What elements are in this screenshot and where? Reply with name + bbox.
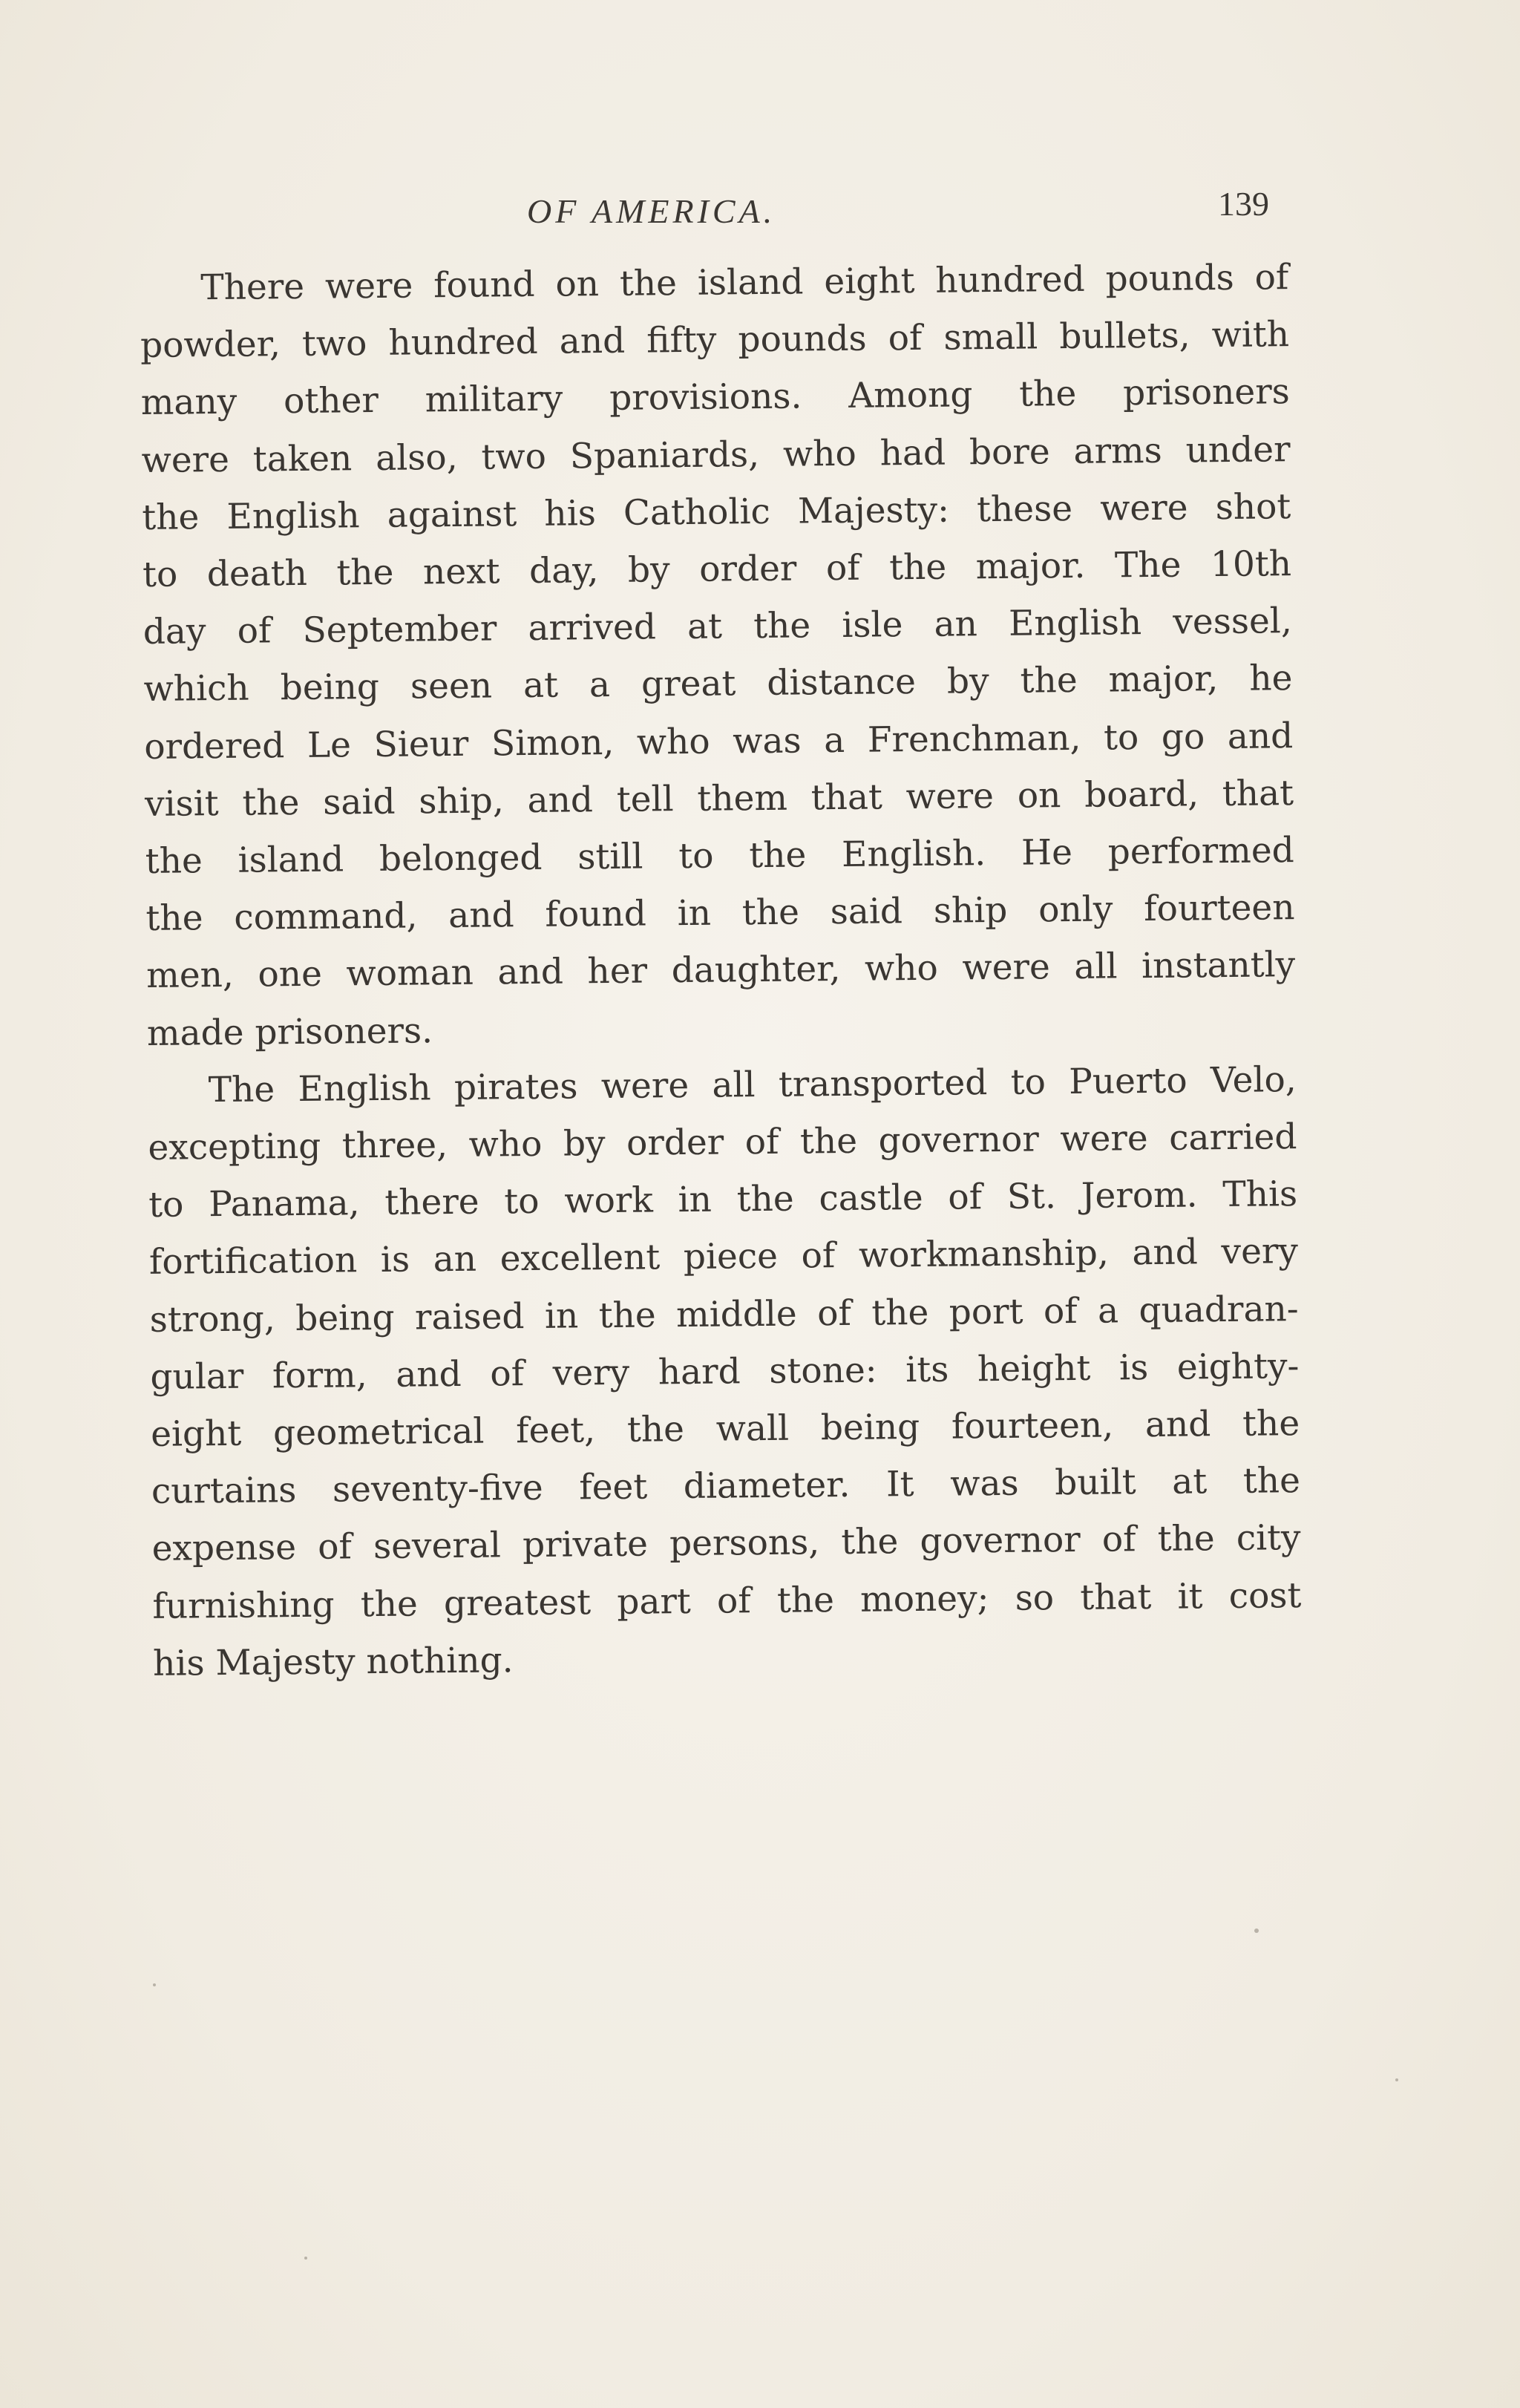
text-line: to Panama, there to work in the castle of St. Jerom. This [148,1174,1298,1226]
body-text [140,249,1302,1692]
text-line: men, one woman and her daughter, who were all instantly [145,944,1296,997]
paragraph-2 [147,1051,1302,1692]
text-line: fortification is an excellent piece of workmanship, and very [148,1231,1299,1283]
text-line: to death the next day, by order of the major. The 10th [142,543,1292,595]
text-line: curtains seventy-five feet diameter. It was built at the [151,1460,1301,1513]
paper-speck [304,2257,307,2260]
text-line: were taken also, two Spaniards, who had bore arms under [141,428,1291,481]
running-head [141,178,1269,238]
text-line: the command, and found in the said ship only fourteen [145,887,1295,940]
paper-speck [153,1983,156,1986]
text-line: There were found on the island eight hundred pounds of [200,257,1289,309]
text-line: eight geometrical feet, the wall being fourteen, and the [150,1403,1300,1455]
paragraph-1 [140,249,1296,1062]
paper-speck [1254,1928,1259,1933]
text-line: strong, being raised in the middle of the port of a quadran- [149,1288,1299,1341]
text-line: the island belonged still to the English. He performed [145,830,1294,882]
text-line: excepting three, who by order of the governor were carried [148,1116,1297,1168]
text-line: gular form, and of very hard stone: its height is eighty- [150,1345,1300,1398]
text-line: powder, two hundred and fifty pounds of small bullets, with [140,314,1290,367]
paper-speck [1395,2078,1398,2081]
text-line: made prisoners. [146,1010,433,1054]
text-line: expense of several private persons, the governor of the city [151,1517,1301,1570]
page-number: 139 [1218,185,1269,223]
text-line: his Majesty nothing. [152,1640,514,1684]
running-title: OF AMERICA. [527,192,776,230]
text-line: The English pirates were all transported to Puerto Velo, [208,1059,1297,1111]
text-line: the English against his Catholic Majesty: these were shot [142,485,1291,538]
text-line: day of September arrived at the isle an English vessel, [142,601,1293,653]
text-line: visit the said ship, and tell them that were on board, that [144,772,1294,825]
text-line: many other military provisions. Among the prisoners [140,371,1291,424]
text-line: furnishing the greatest part of the money; so that it cost [152,1574,1302,1627]
text-line: ordered Le Sieur Simon, who was a Frenchman, to go and [144,715,1294,768]
text-line: which being seen at a great distance by the major, he [143,658,1293,710]
